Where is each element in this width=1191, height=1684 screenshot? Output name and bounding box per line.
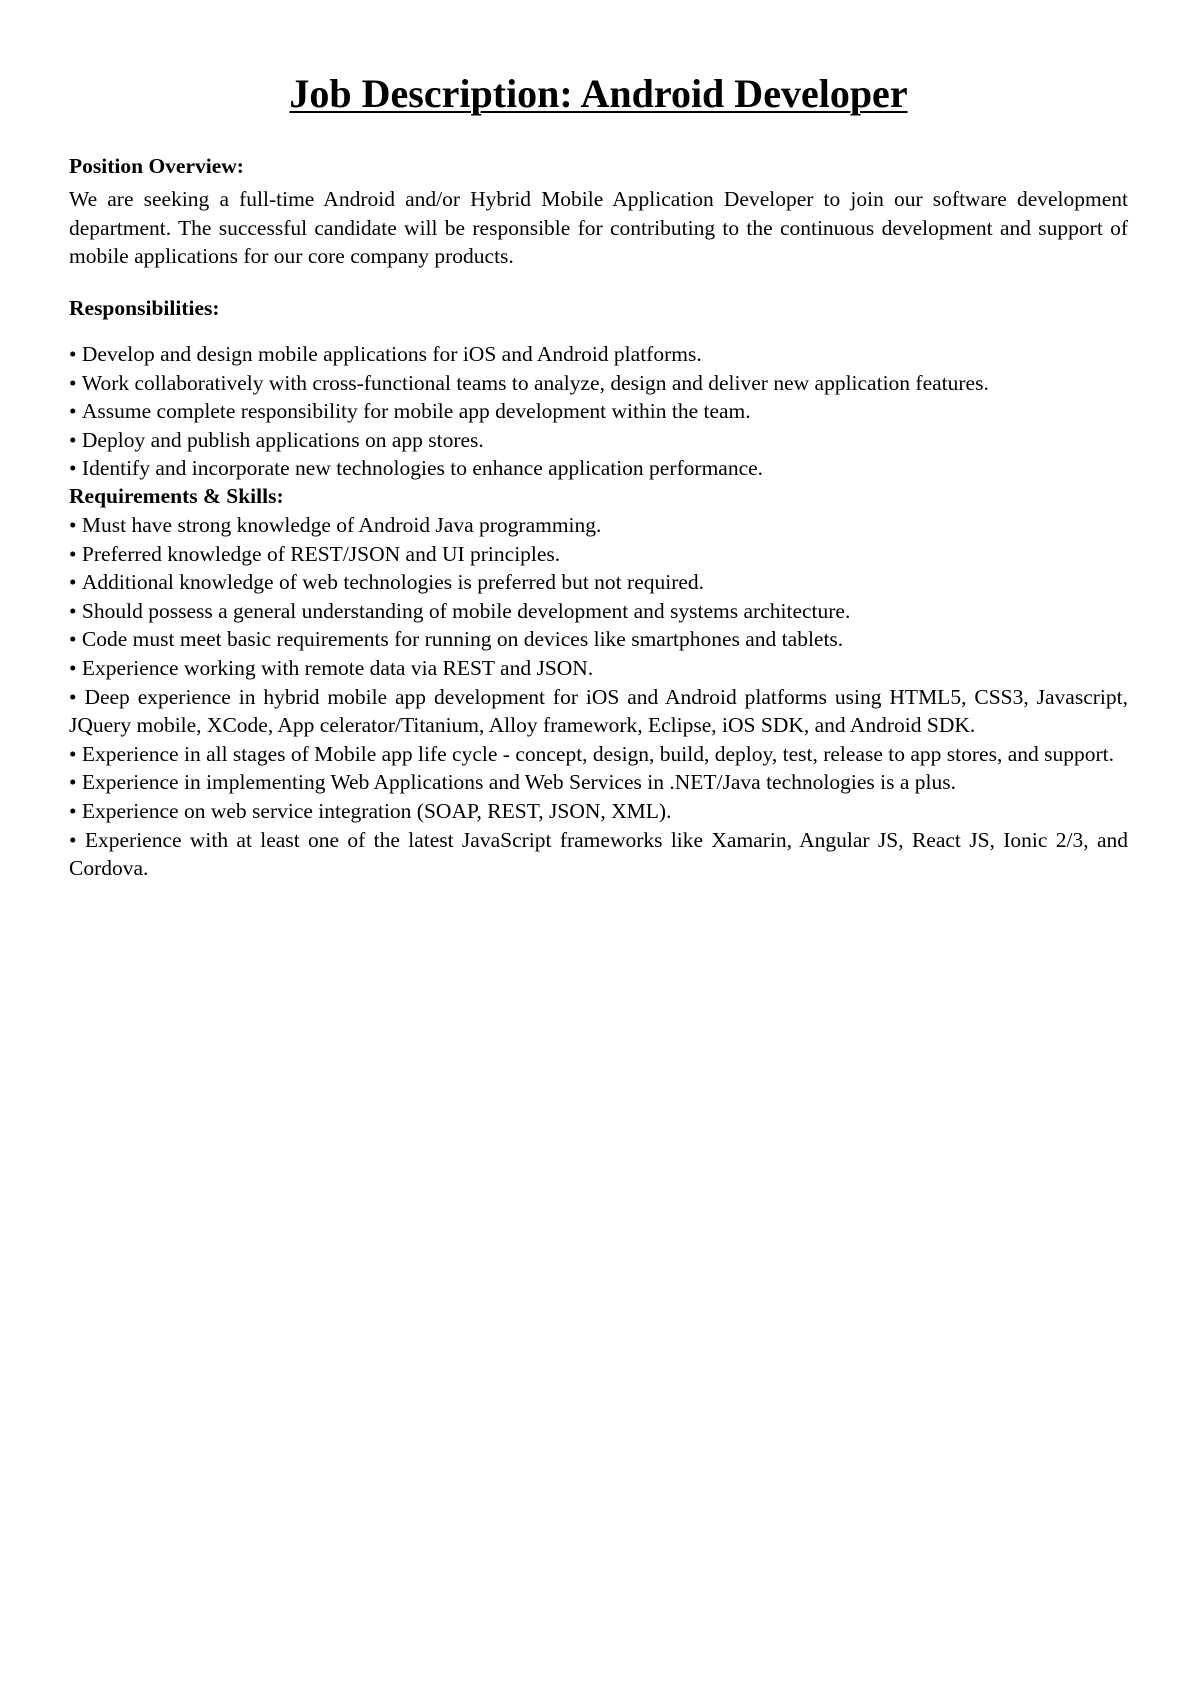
requirements-list xyxy=(69,511,1128,883)
list-item: • Experience with at least one of the latest JavaScript frameworks like Xamarin, Angular JS, React JS, Ionic 2/3, and Cordova. xyxy=(69,826,1128,883)
list-item: • Experience in implementing Web Applications and Web Services in .NET/Java technologies is a plus. xyxy=(69,768,1128,797)
list-item: • Work collaboratively with cross-functional teams to analyze, design and deliver new application features. xyxy=(69,369,1128,398)
list-item: • Experience in all stages of Mobile app life cycle - concept, design, build, deploy, test, release to app stores, and support. xyxy=(69,740,1128,769)
page-title xyxy=(69,68,1128,120)
list-item: • Additional knowledge of web technologies is preferred but not required. xyxy=(69,568,1128,597)
requirements-heading: Requirements & Skills: xyxy=(69,484,284,508)
list-item: • Assume complete responsibility for mobile app development within the team. xyxy=(69,397,1128,426)
list-item: • Identify and incorporate new technologies to enhance application performance. xyxy=(69,454,1128,483)
list-item: • Deploy and publish applications on app stores. xyxy=(69,426,1128,455)
list-item: • Preferred knowledge of REST/JSON and UI principles. xyxy=(69,540,1128,569)
position-overview-heading: Position Overview: xyxy=(69,154,244,178)
responsibilities-heading: Responsibilities: xyxy=(69,296,220,320)
list-item: • Deep experience in hybrid mobile app development for iOS and Android platforms using HTML5, CSS3, Javascript, JQuery mobile, XCode, App celerator/Titanium, Alloy framework, Eclipse, iOS SDK, and Android SDK. xyxy=(69,683,1128,740)
list-item: • Must have strong knowledge of Android Java programming. xyxy=(69,511,1128,540)
list-item: • Experience working with remote data via REST and JSON. xyxy=(69,654,1128,683)
list-item: • Develop and design mobile applications for iOS and Android platforms. xyxy=(69,340,1128,369)
list-item: • Should possess a general understanding of mobile development and systems architecture. xyxy=(69,597,1128,626)
list-item: • Experience on web service integration (SOAP, REST, JSON, XML). xyxy=(69,797,1128,826)
list-item: • Code must meet basic requirements for running on devices like smartphones and tablets. xyxy=(69,625,1128,654)
responsibilities-list xyxy=(69,340,1128,483)
position-overview-text: We are seeking a full-time Android and/or Hybrid Mobile Application Developer to join our software development department. The successful candidate will be responsible for contributing to the continuous development and support of mobile applications for our core company products. xyxy=(69,187,1128,268)
page-title-text: Job Description: Android Developer xyxy=(289,71,908,116)
